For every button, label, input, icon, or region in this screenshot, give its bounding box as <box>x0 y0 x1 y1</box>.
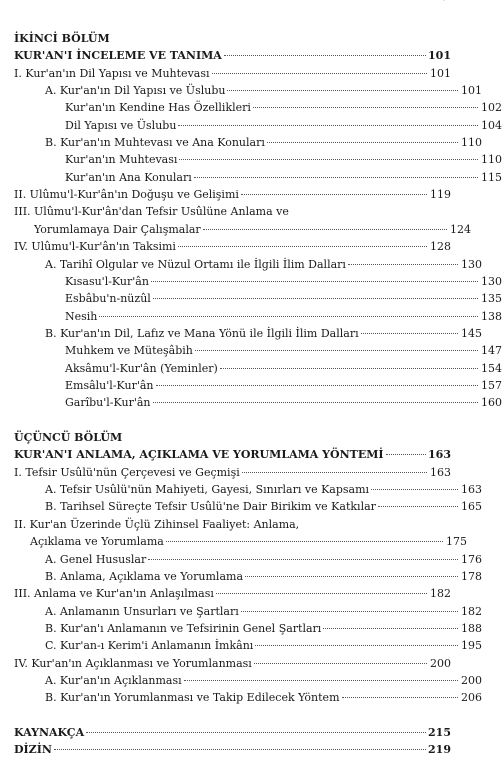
toc-entry-page: 182 <box>430 587 451 600</box>
dot-leader <box>253 107 478 108</box>
toc-entry-page: 130 <box>461 258 482 271</box>
toc-entry-page: 176 <box>461 553 482 566</box>
toc-entry-title: B. Anlama, Açıklama ve Yorumlama <box>45 570 243 583</box>
toc-entry-title: B. Kur'an'ı Anlamanın ve Tefsirinin Genel Şartları <box>45 622 322 635</box>
dot-leader <box>378 506 458 507</box>
dot-leader <box>179 159 478 160</box>
toc-entry-title: C. Kur'an-ı Kerim'i Anlamanın İmkânı <box>45 639 254 652</box>
toc-entry-title: A. Kur'an'ın Açıklanması <box>45 674 182 687</box>
toc-entry-page: 128 <box>430 240 451 253</box>
chapter-entry <box>14 741 451 758</box>
toc-entry-title: KUR'AN'I ANLAMA, AÇIKLAMA VE YORUMLAMA YÖNTEMİ <box>14 448 384 461</box>
toc-entry-title: Kur'an'ın Kendine Has Özellikleri <box>65 101 251 114</box>
toc-entry <box>14 672 482 689</box>
toc-entry-page: 163 <box>430 466 451 479</box>
toc-entry-title: A. Kur'an'ın Dil Yapısı ve Üslubu <box>45 84 226 97</box>
toc-entry-page: 200 <box>461 674 482 687</box>
toc-entry-title: II. Ulûmu'l-Kur'ân'ın Doğuşu ve Gelişimi <box>14 188 239 201</box>
dot-leader <box>220 368 478 369</box>
toc-entry-page: 206 <box>461 691 482 704</box>
toc-entry <box>14 377 502 394</box>
toc-entry <box>14 273 502 290</box>
toc-entry <box>14 481 482 498</box>
toc-entry-title: B. Kur'an'ın Yorumlanması ve Takip Edilecek Yöntem <box>45 691 340 704</box>
toc-entry-page: 165 <box>461 500 482 513</box>
dot-leader <box>54 749 426 750</box>
toc-entry <box>14 516 451 533</box>
toc-entry <box>14 221 471 238</box>
toc-entry <box>14 533 467 550</box>
toc-entry-title: Nesih <box>65 310 98 323</box>
dot-leader <box>99 316 478 317</box>
toc-entry-title: Kur'an'ın Ana Konuları <box>65 171 192 184</box>
toc-entry-title: Esbâbu'n-nüzûl <box>65 292 151 305</box>
chapter-entry <box>14 47 451 64</box>
page-corner-mark <box>439 0 449 2</box>
toc-entry <box>14 585 451 602</box>
toc-entry-title: KUR'AN'I İNCELEME VE TANIMA <box>14 49 222 62</box>
toc-entry <box>14 551 482 568</box>
toc-entry-title: Garîbu'l-Kur'ân <box>65 396 151 409</box>
toc-entry-title: İKİNCİ BÖLÜM <box>14 32 110 45</box>
dot-leader <box>241 194 427 195</box>
toc-entry-title: I. Kur'an'ın Dil Yapısı ve Muhtevası <box>14 67 210 80</box>
toc-entry-page: 163 <box>461 483 482 496</box>
dot-leader <box>361 333 458 334</box>
toc-entry <box>14 203 451 220</box>
toc-entry-page: 101 <box>428 49 451 62</box>
dot-leader <box>153 402 479 403</box>
toc-entry-title: II. Kur'an Üzerinde Üçlü Zihinsel Faaliyet: Anlama, <box>14 518 300 531</box>
toc-entry-page: 157 <box>481 379 502 392</box>
toc-entry-page: 147 <box>481 344 502 357</box>
toc-entry <box>14 169 502 186</box>
toc-entry-title: I. Tefsir Usûlü'nün Çerçevesi ve Geçmişi <box>14 466 240 479</box>
toc-entry-title: B. Kur'an'ın Dil, Lafız ve Mana Yönü ile İlgili İlim Dalları <box>45 327 359 340</box>
toc-entry <box>14 290 502 307</box>
dot-leader <box>241 611 458 612</box>
toc-entry-page: 219 <box>428 743 451 756</box>
toc-entry-page: 101 <box>461 84 482 97</box>
section-heading <box>14 30 451 47</box>
toc-entry-page: 110 <box>461 136 482 149</box>
dot-leader <box>156 385 478 386</box>
toc-entry-page: 215 <box>428 726 451 739</box>
toc-entry-title: B. Tarihsel Süreçte Tefsir Usûlü'ne Dair Birikim ve Katkılar <box>45 500 376 513</box>
toc-entry-title: Dil Yapısı ve Üslubu <box>65 119 177 132</box>
dot-leader <box>255 645 458 646</box>
dot-leader <box>166 541 443 542</box>
toc-entry <box>14 325 482 342</box>
dot-leader <box>86 732 426 733</box>
chapter-entry <box>14 724 451 741</box>
dot-leader <box>194 177 478 178</box>
toc-entry <box>14 342 502 359</box>
toc-entry-page: 145 <box>461 327 482 340</box>
toc-entry <box>14 498 482 515</box>
toc-entry-page: 102 <box>481 101 502 114</box>
toc-entry-page: 135 <box>481 292 502 305</box>
toc-entry <box>14 689 482 706</box>
toc-entry-page: 101 <box>430 67 451 80</box>
toc-entry-page: 175 <box>446 535 467 548</box>
toc-entry-page: 115 <box>481 171 502 184</box>
toc-entry <box>14 186 451 203</box>
toc-entry <box>14 256 482 273</box>
toc-entry-page: 188 <box>461 622 482 635</box>
dot-leader <box>371 489 458 490</box>
toc-entry-page: 195 <box>461 639 482 652</box>
toc-entry <box>14 65 451 82</box>
dot-leader <box>178 246 427 247</box>
dot-leader <box>184 680 458 681</box>
dot-leader <box>386 454 427 455</box>
toc-entry-title: III. Ulûmu'l-Kur'ân'dan Tefsir Usûlüne Anlama ve <box>14 205 289 218</box>
toc-entry-page: 160 <box>481 396 502 409</box>
toc-entry-title: Kısasu'l-Kur'ân <box>65 275 149 288</box>
dot-leader <box>342 697 458 698</box>
toc-entry-title: IV. Ulûmu'l-Kur'ân'ın Taksimi <box>14 240 176 253</box>
toc-entry-page: 119 <box>430 188 451 201</box>
toc-entry <box>14 82 482 99</box>
dot-leader <box>348 264 458 265</box>
toc-entry-title: ÜÇÜNCÜ BÖLÜM <box>14 431 123 444</box>
section-heading <box>14 429 451 446</box>
dot-leader <box>216 593 427 594</box>
toc-entry-title: Yorumlamaya Dair Çalışmalar <box>34 223 201 236</box>
toc-entry <box>14 637 482 654</box>
toc-entry <box>14 464 451 481</box>
toc-entry <box>14 655 451 672</box>
dot-leader <box>323 628 458 629</box>
dot-leader <box>242 472 427 473</box>
toc-entry <box>14 134 482 151</box>
dot-leader <box>178 125 478 126</box>
toc-entry-title: A. Tarihî Olgular ve Nüzul Ortamı ile İlgili İlim Dalları <box>45 258 346 271</box>
dot-leader <box>212 73 427 74</box>
toc-entry <box>14 308 502 325</box>
toc-entry <box>14 99 502 116</box>
toc-entry-title: KAYNAKÇA <box>14 726 85 739</box>
toc-entry-title: Emsâlu'l-Kur'ân <box>65 379 154 392</box>
dot-leader <box>153 298 478 299</box>
toc-entry-title: A. Genel Hususlar <box>45 553 147 566</box>
toc-entry <box>14 238 451 255</box>
toc-entry-title: III. Anlama ve Kur'an'ın Anlaşılması <box>14 587 214 600</box>
toc-entry-page: 200 <box>430 657 451 670</box>
toc-entry <box>14 603 482 620</box>
toc-entry-page: 182 <box>461 605 482 618</box>
toc-entry-title: Açıklama ve Yorumlama <box>30 535 164 548</box>
dot-leader <box>254 663 427 664</box>
toc-entry-title: DİZİN <box>14 743 52 756</box>
toc-entry-title: IV. Kur'an'ın Açıklanması ve Yorumlanması <box>14 657 252 670</box>
toc-entry <box>14 568 482 585</box>
dot-leader <box>195 350 478 351</box>
toc-entry-page: 130 <box>481 275 502 288</box>
toc-entry-page: 104 <box>481 119 502 132</box>
toc-entry-title: A. Anlamanın Unsurları ve Şartları <box>45 605 239 618</box>
toc-entry-title: Aksâmu'l-Kur'ân (Yeminler) <box>65 362 218 375</box>
toc-entry-title: Kur'an'ın Muhtevası <box>65 153 178 166</box>
dot-leader <box>227 90 458 91</box>
toc-entry <box>14 117 502 134</box>
toc-entry <box>14 620 482 637</box>
toc-entry-page: 163 <box>428 448 451 461</box>
dot-leader <box>203 229 447 230</box>
toc-entry <box>14 151 502 168</box>
dot-leader <box>224 55 426 56</box>
toc-entry-page: 110 <box>481 153 502 166</box>
toc-entry <box>14 394 502 411</box>
toc-entry-title: A. Tefsir Usûlü'nün Mahiyeti, Gayesi, Sınırları ve Kapsamı <box>45 483 370 496</box>
dot-leader <box>267 142 458 143</box>
toc-entry-page: 178 <box>461 570 482 583</box>
chapter-entry <box>14 446 451 463</box>
toc-entry-page: 124 <box>450 223 471 236</box>
toc-entry-title: Muhkem ve Müteşâbih <box>65 344 193 357</box>
toc-entry-page: 138 <box>481 310 502 323</box>
dot-leader <box>245 576 458 577</box>
toc-entry-page: 154 <box>481 362 502 375</box>
dot-leader <box>148 559 458 560</box>
toc-entry-title: B. Kur'an'ın Muhtevası ve Ana Konuları <box>45 136 265 149</box>
dot-leader <box>151 281 478 282</box>
toc-entry <box>14 360 502 377</box>
